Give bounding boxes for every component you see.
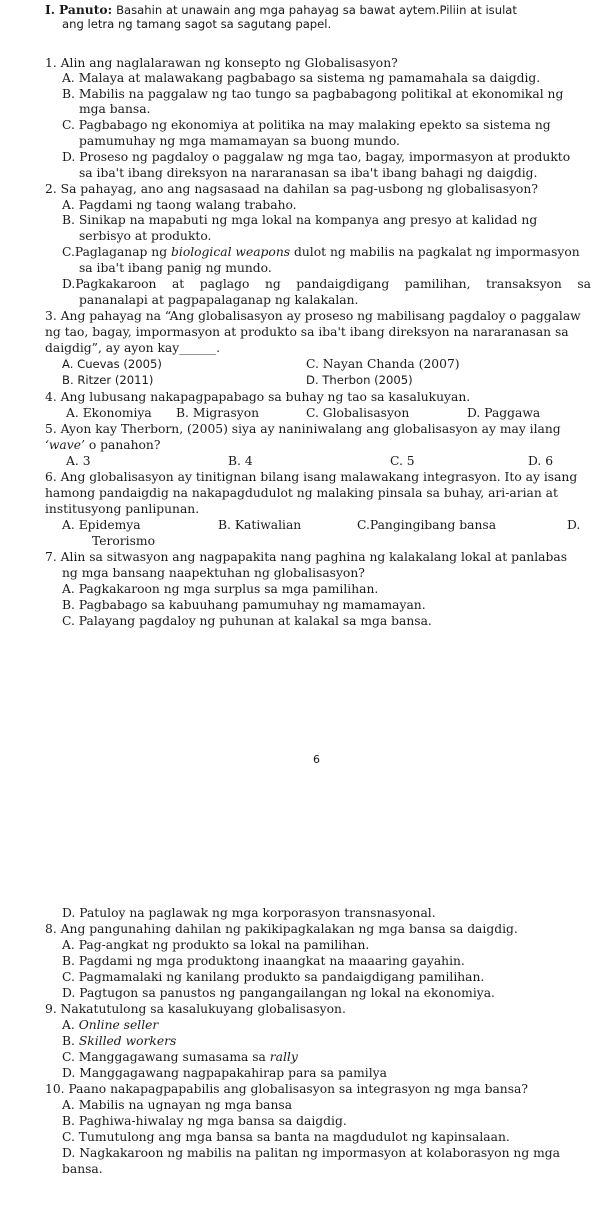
q3-option-a: A. Cuevas (2005): [62, 357, 162, 371]
q4-option-a: A. Ekonomiya: [66, 406, 152, 420]
instructions-text-first: Basahin at unawain ang mga pahayag sa bawat aytem.Piliin at isulat: [116, 3, 517, 17]
instructions-text-second: ang letra ng tamang sagot sa sagutang papel.: [62, 17, 332, 31]
q5-option-c: C. 5: [390, 454, 415, 468]
q6-option-c: C.Pangingibang bansa: [357, 518, 497, 532]
q3-line2: ng tao, bagay, impormasyon at produkto sa iba't ibang direksyon na nararanasan sa: [45, 325, 569, 339]
q9-option-a: [62, 1018, 158, 1033]
q3-line3: daigdig”, ay ayon kay______.: [45, 341, 221, 355]
q1-option-a: A. Malaya at malawakang pagbabago sa sistema ng pamamahala sa daigdig.: [62, 71, 541, 85]
q2-stem: 2. Sa pahayag, ano ang nagsasaad na dahilan sa pag-usbong ng globalisasyon?: [45, 182, 538, 196]
q3-option-c: C. Nayan Chanda (2007): [306, 357, 460, 371]
q6-line1: 6. Ang globalisasyon ay tinitignan bilang isang malawakang integrasyon. Ito ay isang: [45, 470, 578, 484]
q8-option-b: B. Pagdami ng mga produktong inaangkat na maaaring gayahin.: [62, 954, 465, 968]
q7-option-c: C. Palayang pagdaloy ng puhunan at kalakal sa mga bansa.: [62, 614, 432, 628]
q5-option-b: B. 4: [228, 454, 253, 468]
q5-line2: [45, 438, 160, 453]
q3-option-b: B. Ritzer (2011): [62, 373, 154, 387]
q1-option-d-line1: D. Proseso ng pagdaloy o paggalaw ng mga tao, bagay, impormasyon at produkto: [62, 150, 571, 164]
q8-option-c: C. Pagmamalaki ng kanilang produkto sa pandaigdigang pamilihan.: [62, 970, 485, 984]
q7-option-a: A. Pagkakaroon ng mga surplus sa mga pamilihan.: [62, 582, 379, 596]
q6-option-d-text: Terorismo: [92, 534, 155, 548]
q2-option-c-pre: C.Paglaganap ng: [62, 245, 172, 259]
q10-stem: 10. Paano nakapagpapabilis ang globalisasyon sa integrasyon ng mga bansa?: [45, 1082, 528, 1096]
q2-option-c-post: dulot ng mabilis na pagkalat ng impormasyon: [290, 245, 580, 259]
q9-option-b: [62, 1034, 176, 1049]
q4-option-c: C. Globalisasyon: [306, 406, 410, 420]
q8-option-a: A. Pag-angkat ng produkto sa lokal na pamilihan.: [62, 938, 370, 952]
q9-option-d: D. Manggagawang nagpapakahirap para sa pamilya: [62, 1066, 387, 1080]
q2-option-c-line2: sa iba't ibang panig ng mundo.: [79, 261, 272, 275]
q1-stem: 1. Alin ang naglalarawan ng konsepto ng Globalisasyon?: [45, 56, 398, 70]
instructions-label: Panuto:: [58, 2, 113, 17]
q1-option-c-line2: pamumuhay ng mga mamamayan sa buong mundo.: [79, 134, 400, 148]
q7-option-d: D. Patuloy na paglawak ng mga korporasyon transnasyonal.: [62, 906, 436, 920]
q6-line3: institusyong panlipunan.: [45, 502, 200, 516]
q10-option-d-line1: D. Nagkakaroon ng mabilis na palitan ng impormasyon at kolaborasyon ng mga: [62, 1146, 560, 1160]
q2-option-a: A. Pagdami ng taong walang trabaho.: [62, 198, 297, 212]
q1-option-d-line2: sa iba't ibang direksyon na nararanasan sa iba't ibang bahagi ng daigdig.: [79, 166, 538, 180]
q7-option-b: B. Pagbabago sa kabuuhang pamumuhay ng mamamayan.: [62, 598, 426, 612]
q9-stem: 9. Nakatutulong sa kasalukuyang globalisasyon.: [45, 1002, 346, 1016]
q5-wave-italic: ‘wave’: [45, 438, 85, 452]
q9-option-c-pre: C. Manggagawang sumasama sa: [62, 1050, 270, 1064]
q1-option-b-line1: B. Mabilis na paggalaw ng tao tungo sa pagbabagong politikal at ekonomikal ng: [62, 87, 564, 101]
q5-option-d: D. 6: [528, 454, 554, 468]
q2-option-b-line2: serbisyo at produkto.: [79, 229, 212, 243]
q6-option-a: A. Epidemya: [62, 518, 141, 532]
instructions-roman: I.: [45, 2, 56, 17]
q7-line2: ng mga bansang naapektuhan ng globalisasyon?: [62, 566, 365, 580]
q1-option-c-line1: C. Pagbabago ng ekonomiya at politika na may malaking epekto sa sistema ng: [62, 118, 551, 132]
q2-option-d-line2: pananalapi at pagpapalaganap ng kalakalan.: [79, 293, 359, 307]
q10-option-b: B. Paghiwa-hiwalay ng mga bansa sa daigdig.: [62, 1114, 347, 1128]
q1-option-b-line2: mga bansa.: [79, 102, 151, 116]
q9-option-a-pre: A.: [62, 1018, 79, 1032]
q6-option-b: B. Katiwalian: [218, 518, 302, 532]
q2-option-b-line1: B. Sinikap na mapabuti ng mga lokal na kompanya ang presyo at kalidad ng: [62, 213, 538, 227]
q3-option-d: D. Therbon (2005): [306, 373, 413, 387]
q9-option-c-italic: rally: [269, 1050, 298, 1064]
q10-option-c: C. Tumutulong ang mga bansa sa banta na magdudulot ng kapinsalaan.: [62, 1130, 510, 1144]
q10-option-d-line2: bansa.: [62, 1162, 103, 1176]
q9-option-c: [62, 1050, 298, 1065]
q10-option-a: A. Mabilis na ugnayan ng mga bansa: [62, 1098, 293, 1112]
q2-option-d-line1: D.Pagkakaroon at paglago ng pandaigdigang pamilihan, transaksyon sa: [62, 277, 591, 291]
q5-line2-post: o panahon?: [84, 438, 161, 452]
q9-option-a-italic: Online seller: [78, 1018, 159, 1032]
page-number: 6: [313, 753, 320, 766]
q7-line1: 7. Alin sa sitwasyon ang nagpapakita nang paghina ng kalakalang lokal at panlabas: [45, 550, 567, 564]
q6-line2: hamong pandaigdig na nakapagdudulot ng malaking pinsala sa buhay, ari-arian at: [45, 486, 558, 500]
q8-stem: 8. Ang pangunahing dahilan ng pakikipagkalakan ng mga bansa sa daigdig.: [45, 922, 518, 936]
q2-option-c-line1: [62, 245, 580, 260]
q5-option-a: A. 3: [66, 454, 91, 468]
q6-option-d: D.: [567, 518, 581, 532]
instructions: [45, 2, 595, 18]
q4-stem: 4. Ang lubusang nakapagpapabago sa buhay ng tao sa kasalukuyan.: [45, 390, 471, 404]
q8-option-d: D. Pagtugon sa panustos ng pangangailangan ng lokal na ekonomiya.: [62, 986, 495, 1000]
q5-line1: 5. Ayon kay Therborn, (2005) siya ay naniniwalang ang globalisasyon ay may ilang: [45, 422, 561, 436]
q3-line1: 3. Ang pahayag na “Ang globalisasyon ay proseso ng mabilisang pagdaloy o paggalaw: [45, 309, 581, 323]
q4-option-b: B. Migrasyon: [176, 406, 260, 420]
q9-option-b-pre: B.: [62, 1034, 79, 1048]
q4-option-d: D. Paggawa: [467, 406, 541, 420]
q9-option-b-italic: Skilled workers: [78, 1034, 177, 1048]
q2-option-c-italic: biological weapons: [171, 245, 291, 259]
